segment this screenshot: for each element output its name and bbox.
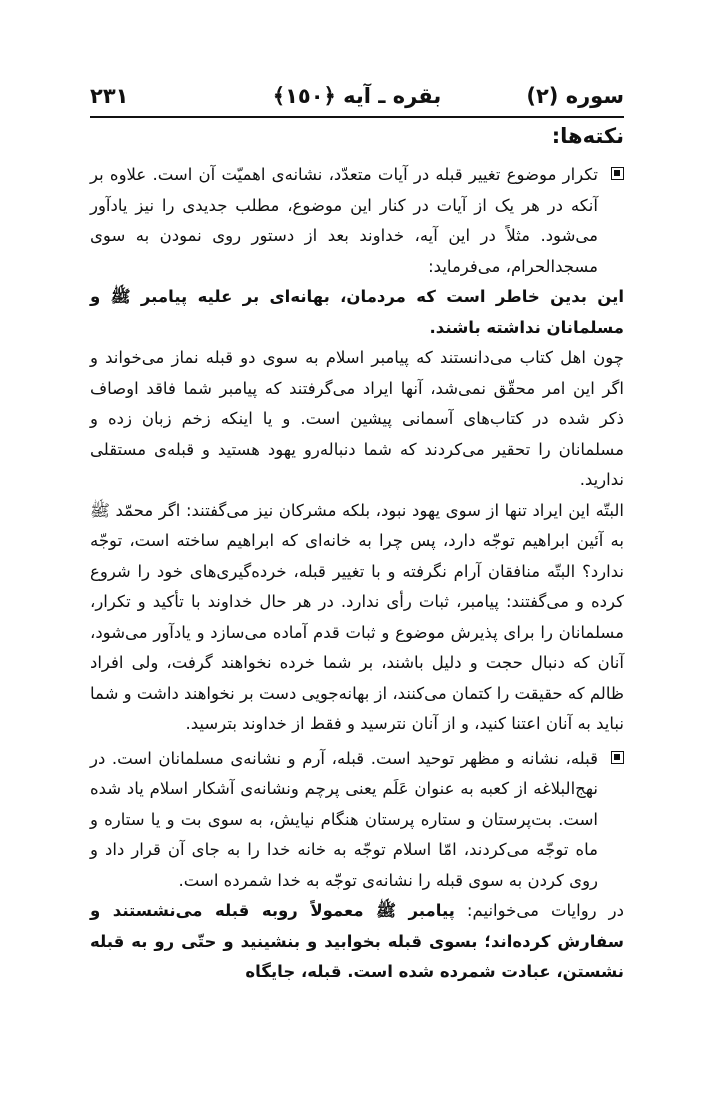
point-1 bbox=[90, 160, 624, 282]
point-1-quote: این بدین خاطر است که مردمان، بهانه‌ای بر علیه پیامبر ﷺ و مسلمانان نداشته باشند. bbox=[90, 287, 624, 337]
page-number: ٢٣١ bbox=[90, 84, 129, 108]
point-1-paragraph-1: تکرار موضوع تغییر قبله در آیات متعدّد، نشانه‌ی اهمیّت آن است. علاوه بر آنکه در هر یک از آیات در کنار این موضوع، مطلب جدیدی را نیز یادآور می‌شود. مثلاً در این آیه، خداوند بعد از دستور روی نمودن به سوی مسجدالحرام، می‌فرماید: bbox=[90, 165, 598, 276]
point-1-paragraph-2: چون اهل کتاب می‌دانستند که پیامبر اسلام به سوی دو قبله نماز می‌خواند و اگر این امر محقّق نمی‌شد، آنها ایراد می‌گرفتند که پیامبر شما فاقد اوصاف ذکر شده در کتاب‌های آسمانی پیشین است. و یا اینکه زخم زبان زده و مسلمانان را تحقیر می‌کردند که شما دنباله‌رو یهود هستید و قبله‌ی مستقلی ندارید. bbox=[90, 348, 624, 489]
surah-label: سوره (٢) bbox=[526, 84, 624, 108]
section-title: نکته‌ها: bbox=[551, 124, 624, 148]
square-bullet-icon bbox=[611, 751, 624, 764]
page-header bbox=[90, 80, 624, 114]
page-body bbox=[90, 160, 624, 988]
header-divider bbox=[90, 116, 624, 118]
point-2-intro: در روایات می‌خوانیم: bbox=[454, 901, 624, 920]
ayah-label: بقره ـ آیه ﴿١٥٠﴾ bbox=[272, 84, 442, 108]
point-2-quote: پیامبر ﷺ معمولاً روبه قبله می‌نشستند و سفارش کرده‌اند؛ بسوی قبله بخوابید و بنشینید و حتّی رو به قبله نشستن، عبادت شمرده شده است. قبله، جایگاه bbox=[90, 901, 624, 981]
point-2-paragraph-1: قبله، نشانه و مظهر توحید است. قبله، آرم و نشانه‌ی مسلمانان است. در نهج‌البلاغه از کعبه به عنوان عَلَم یعنی پرچم ونشانه‌ی آشکار اسلام یاد شده است. بت‌پرستان و ستاره پرستان هنگام نیایش، به سوی بت و یا ستاره و ماه توجّه می‌کردند، امّا اسلام توجّه به خانه خدا را به جای آن قرار داد و روی کردن به سوی قبله را نشانه‌ی توجّه به خدا شمرده است. bbox=[90, 748, 598, 890]
point-2 bbox=[90, 744, 624, 897]
square-bullet-icon bbox=[611, 167, 624, 180]
point-2-paragraph-2 bbox=[90, 896, 624, 988]
point-1-paragraph-3: البتّه این ایراد تنها از سوی یهود نبود، بلکه مشرکان نیز می‌گفتند: اگر محمّد ﷺ به آئین ابراهیم توجّه دارد، پس چرا به خانه‌ای که ابراهیم ساخته است، توجّه ندارد؟ البتّه منافقان آرام نگرفته و با تغییر قبله، خرده‌گیری‌های خود را شروع کرده و می‌گفتند: پیامبر، ثبات رأی ندارد. در هر حال خداوند با تأکید و تکرار، مسلمانان را برای پذیرش موضوع و ثبات قدم آماده می‌سازد و یادآور می‌شود، آنان که دنبال حجت و دلیل باشند، بر شما خرده نخواهند گرفت، ولی افراد ظالم که حقیقت را کتمان می‌کنند، از بهانه‌جویی دست بر نخواهند داشت و شما نباید به آنان اعتنا کنید، و از آنان نترسید و فقط از خداوند بترسید. bbox=[90, 500, 624, 733]
